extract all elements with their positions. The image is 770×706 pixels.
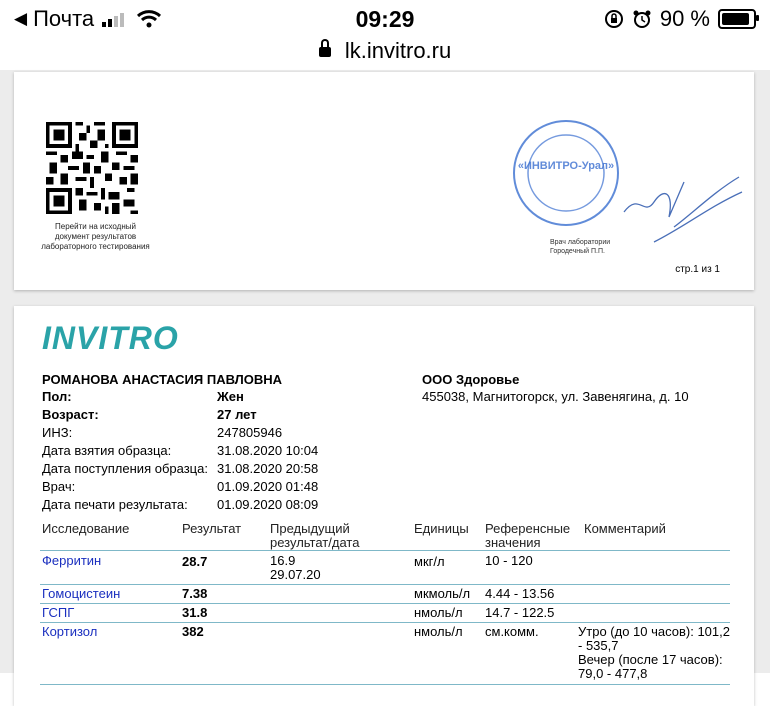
clock: 09:29 <box>355 6 415 32</box>
previous-date: 29.07.20 <box>270 567 321 582</box>
test-name-ferritin[interactable]: Ферритин <box>42 553 102 568</box>
col-header-result: Результат <box>182 521 242 536</box>
doctor-name: Городечный П.П. <box>550 248 605 255</box>
organization-address: 455038, Магнитогорск, ул. Завенягина, д. 10 <box>422 389 689 404</box>
units: мкг/л <box>414 554 445 569</box>
sample-received-label: Дата поступления образца: <box>42 461 208 476</box>
status-bar <box>0 0 770 40</box>
sample-received-value: 31.08.2020 20:58 <box>217 461 319 476</box>
units: нмоль/л <box>414 624 463 639</box>
order-id-label: ИНЗ: <box>42 425 73 440</box>
sample-taken-label: Дата взятия образца: <box>42 443 172 458</box>
result-value: 382 <box>182 624 204 639</box>
col-header-previous-line1: Предыдущий <box>270 521 350 536</box>
pdf-page-1 <box>14 72 754 290</box>
age-label: Возраст: <box>42 407 99 422</box>
test-name-cortisol[interactable]: Кортизол <box>42 624 98 639</box>
print-date-value: 01.09.2020 08:09 <box>217 497 319 512</box>
laboratory-stamp <box>510 117 622 229</box>
invitro-logo: INVITRO <box>42 320 179 356</box>
sex-value: Жен <box>217 389 244 404</box>
reference-range: 4.44 - 13.56 <box>485 586 555 601</box>
result-value: 28.7 <box>182 554 208 569</box>
result-value: 31.8 <box>182 605 208 620</box>
col-header-previous <box>270 522 359 550</box>
age-value: 27 лет <box>217 407 257 422</box>
doctor-field-label: Врач: <box>42 479 76 494</box>
test-name-shbg[interactable]: ГСПГ <box>42 605 75 620</box>
pdf-page-2 <box>14 306 754 706</box>
back-triangle-icon: ◀ <box>14 9 28 28</box>
test-name-homocysteine[interactable]: Гомоцистеин <box>42 586 121 601</box>
col-header-reference-line2: значения <box>485 535 541 550</box>
previous-result <box>270 554 321 582</box>
units: мкмоль/л <box>414 586 471 601</box>
page-number: стр.1 из 1 <box>675 264 720 275</box>
document-viewer[interactable] <box>0 70 770 681</box>
comment-line: Утро (до 10 часов): 101,2 <box>578 624 730 639</box>
url-text: lk.invitro.ru <box>344 38 452 63</box>
status-right <box>604 6 756 32</box>
col-header-test: Исследование <box>42 521 130 536</box>
orientation-lock-icon <box>604 9 624 29</box>
col-header-reference <box>485 522 570 550</box>
comment-line: - 535,7 <box>578 638 619 653</box>
back-app-label: Почта <box>33 6 95 31</box>
print-date-label: Дата печати результата: <box>42 497 188 512</box>
reference-range: 10 - 120 <box>485 553 533 568</box>
qr-caption: Перейти на исходный документ результатов лабораторного тестирования <box>41 222 150 251</box>
doctor-signature <box>614 172 744 252</box>
battery-icon <box>718 9 756 29</box>
col-header-reference-line1: Референсные <box>485 521 571 536</box>
col-header-previous-line2: результат/дата <box>270 535 360 550</box>
patient-name: РОМАНОВА АНАСТАСИЯ ПАВЛОВНА <box>42 372 283 387</box>
row-divider <box>40 584 730 585</box>
alarm-icon <box>632 9 652 29</box>
sample-taken-value: 31.08.2020 10:04 <box>217 443 319 458</box>
row-divider <box>40 684 730 685</box>
units: нмоль/л <box>414 605 463 620</box>
comment-line: Вечер (после 17 часов): <box>578 652 723 667</box>
row-divider <box>40 622 730 623</box>
table-header-divider <box>40 550 730 551</box>
doctor-field-value: 01.09.2020 01:48 <box>217 479 319 494</box>
doctor-label: Врач лаборатории <box>550 239 611 246</box>
lock-icon <box>319 47 331 57</box>
comment-line: 79,0 - 477,8 <box>578 666 648 681</box>
battery-percent: 90 % <box>659 6 710 31</box>
col-header-units: Единицы <box>414 521 469 536</box>
organization-name: ООО Здоровье <box>422 372 520 387</box>
reference-range: 14.7 - 122.5 <box>485 605 555 620</box>
svg-text:«ИНВИТРО-Урал»: «ИНВИТРО-Урал» <box>517 160 615 172</box>
result-value: 7.38 <box>182 586 208 601</box>
sex-label: Пол: <box>42 389 72 404</box>
reference-range: см.комм. <box>485 624 539 639</box>
qr-code[interactable] <box>46 122 138 214</box>
row-divider <box>40 603 730 604</box>
previous-value: 16.9 <box>270 553 296 568</box>
col-header-comment: Комментарий <box>584 521 666 536</box>
order-id-value: 247805946 <box>217 425 283 440</box>
doctor-caption <box>550 238 610 256</box>
address-bar[interactable] <box>0 38 770 68</box>
